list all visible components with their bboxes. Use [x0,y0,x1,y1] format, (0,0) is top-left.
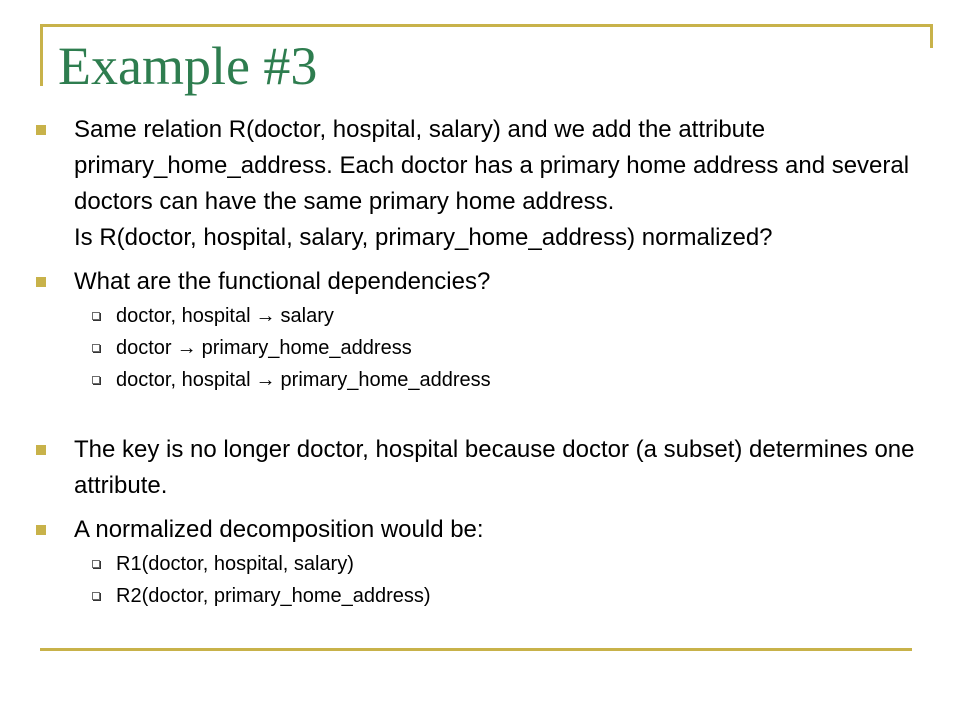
right-arrow-icon: → [255,305,276,327]
frame-left-rule [40,24,43,86]
decomposition-r2: R2(doctor, primary_home_address) [116,585,431,607]
square-bullet-icon [36,125,46,135]
bullet-key [36,432,936,504]
square-bullet-icon [36,277,46,287]
hollow-square-bullet-icon [92,344,100,352]
normalized-question: Is R(doctor, hospital, salary, primary_home_address) normalized? [74,224,773,251]
right-arrow-icon: → [176,337,197,359]
decomposition-r1: R1(doctor, hospital, salary) [116,553,354,575]
frame-top-rule [40,24,932,27]
fd-item [36,364,936,396]
fd-lhs: doctor, hospital [116,305,251,327]
bullet-decomposition-text: A normalized decomposition would be: [74,516,484,543]
decomposition-item [36,548,936,580]
frame-right-rule [930,24,933,48]
fd-rhs: primary_home_address [280,369,491,391]
hollow-square-bullet-icon [92,312,100,320]
slide-title: Example #3 [58,36,318,96]
square-bullet-icon [36,525,46,535]
frame-bottom-rule [40,648,912,651]
hollow-square-bullet-icon [92,560,100,568]
bullet-fds-text: What are the functional dependencies? [74,268,491,295]
bullet-key-text: The key is no longer doctor, hospital because doctor (a subset) determines one attribute. [74,436,915,499]
fd-rhs: salary [280,305,334,327]
slide-content [36,112,936,612]
decomposition-item [36,580,936,612]
bullet-decomposition [36,512,936,548]
fd-rhs: primary_home_address [201,337,412,359]
fd-item [36,332,936,364]
square-bullet-icon [36,445,46,455]
bullet-relation [36,112,936,220]
bullet-fds [36,264,936,300]
fd-item [36,300,936,332]
bullet-relation-text: Same relation R(doctor, hospital, salary) and we add the attribute primary_home_address. Each doctor has a primary home address and several doctors can have the same primary home address. [74,116,910,215]
fd-lhs: doctor [116,337,172,359]
fd-lhs: doctor, hospital [116,369,251,391]
hollow-square-bullet-icon [92,376,100,384]
right-arrow-icon: → [255,369,276,391]
hollow-square-bullet-icon [92,592,100,600]
